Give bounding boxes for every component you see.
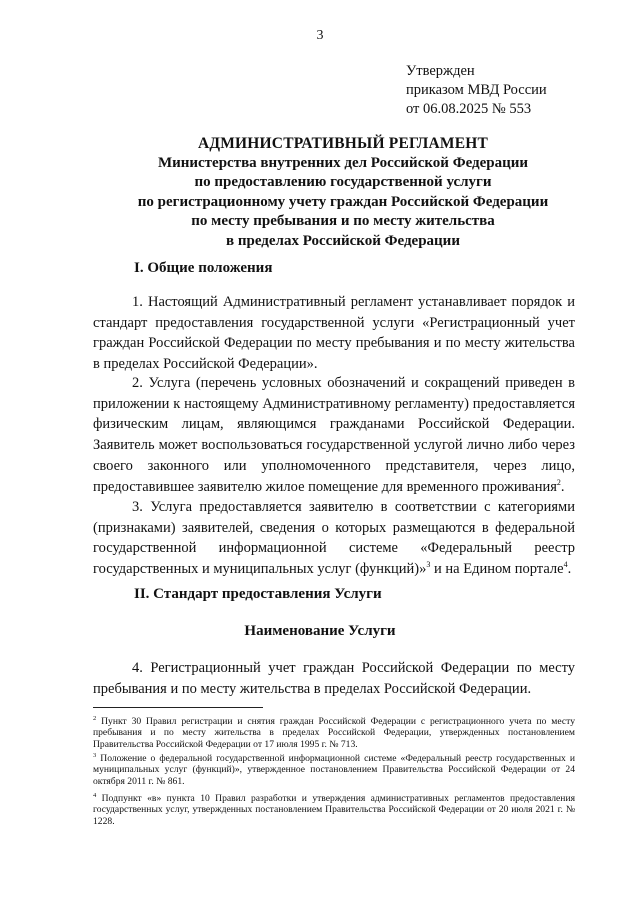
- footnote-4-number: 4: [93, 791, 97, 799]
- subsection-heading: Наименование Услуги: [244, 623, 396, 639]
- footnote-2-number: 2: [93, 714, 97, 722]
- paragraph-3: [93, 497, 575, 580]
- paragraph-3-text: 3. Услуга предоставляется заявителю в соответствии с категориями (признаками) заявителей, сведения о которых размещаются в федеральной государственной информационной системе «Федеральный реестр государственных и муниципальных услуг (функций)»: [93, 499, 575, 578]
- footnote-ref-2[interactable]: 2: [556, 477, 561, 487]
- footnote-3-number: 3: [93, 751, 97, 759]
- title-line-4: по регистрационному учету граждан Российской Федерации: [137, 193, 549, 210]
- footnote-2-text: Пункт 30 Правил регистрации и снятия граждан Российской Федерации с регистрационного учета по месту пребывания и по месту жительства в пределах Российской Федерации, утвержденных постановлением Правительства Российской Федерации от 17 июля 1995 г. № 713.: [93, 716, 575, 750]
- paragraph-1: 1. Настоящий Административный регламент устанавливает порядок и стандарт предоставления государственной услуги «Регистрационный учет граждан Российской Федерации по месту пребывания и по месту жительства в пределах Российской Федерации».: [93, 294, 575, 373]
- footnote-separator: [93, 707, 263, 708]
- footnote-2: [93, 716, 575, 750]
- paragraph-3-mid: и на Едином портале: [430, 561, 564, 578]
- approval-line-1: Утвержден: [406, 63, 475, 79]
- section-1-heading: I. Общие положения: [134, 260, 273, 276]
- approval-line-3: от 06.08.2025 № 553: [406, 101, 532, 117]
- title-line-5: по месту пребывания и по месту жительства: [191, 213, 495, 230]
- footnote-ref-3[interactable]: 3: [426, 560, 431, 570]
- title-line-6: в пределах Российской Федерации: [226, 232, 460, 249]
- footnote-3-text: Положение о федеральной государственной информационной системе «Федеральный реестр государственных и муниципальных услуг (функций)», утвержденное постановлением Правительства Российской Федерации от 24 октября 2011 г. № 861.: [93, 753, 575, 787]
- title-line-2: Министерства внутренних дел Российской Федерации: [157, 154, 529, 171]
- approval-stamp: [406, 62, 547, 119]
- footnote-4-text: Подпункт «в» пункта 10 Правил разработки и утверждения административных регламентов предоставления государственных услуг, утвержденных постановлением Правительства Российской Федерации от 20 июля 2021 г. № 1228.: [93, 793, 575, 827]
- footnote-ref-4[interactable]: 4: [563, 560, 568, 570]
- paragraph-2-text: 2. Услуга (перечень условных обозначений и сокращений приведен в приложении к настоящему Административному регламенту) предоставляется физическим лицам, являющимся гражданами Российской Федерации. Заявитель может воспользоваться государственной услугой лично либо через своего законного или уполномоченного представителя, через лицо, предоставившее заявителю жилое помещение для временного проживания: [93, 375, 575, 495]
- paragraph-4: 4. Регистрационный учет граждан Российской Федерации по месту пребывания и по месту жительства в пределах Российской Федерации.: [93, 660, 575, 697]
- footnote-4: [93, 793, 575, 827]
- section-2-heading: II. Стандарт предоставления Услуги: [134, 586, 382, 602]
- paragraph-2: [93, 373, 575, 497]
- paragraph-2-end: .: [560, 478, 565, 495]
- title-main: АДМИНИСТРАТИВНЫЙ РЕГЛАМЕНТ: [197, 135, 489, 152]
- title-line-3: по предоставлению государственной услуги: [194, 174, 492, 191]
- paragraph-3-end: .: [567, 561, 572, 578]
- approval-line-2: приказом МВД России: [406, 82, 547, 98]
- footnote-3: [93, 753, 575, 787]
- document-title: [60, 134, 626, 252]
- page-number: 3: [316, 28, 324, 43]
